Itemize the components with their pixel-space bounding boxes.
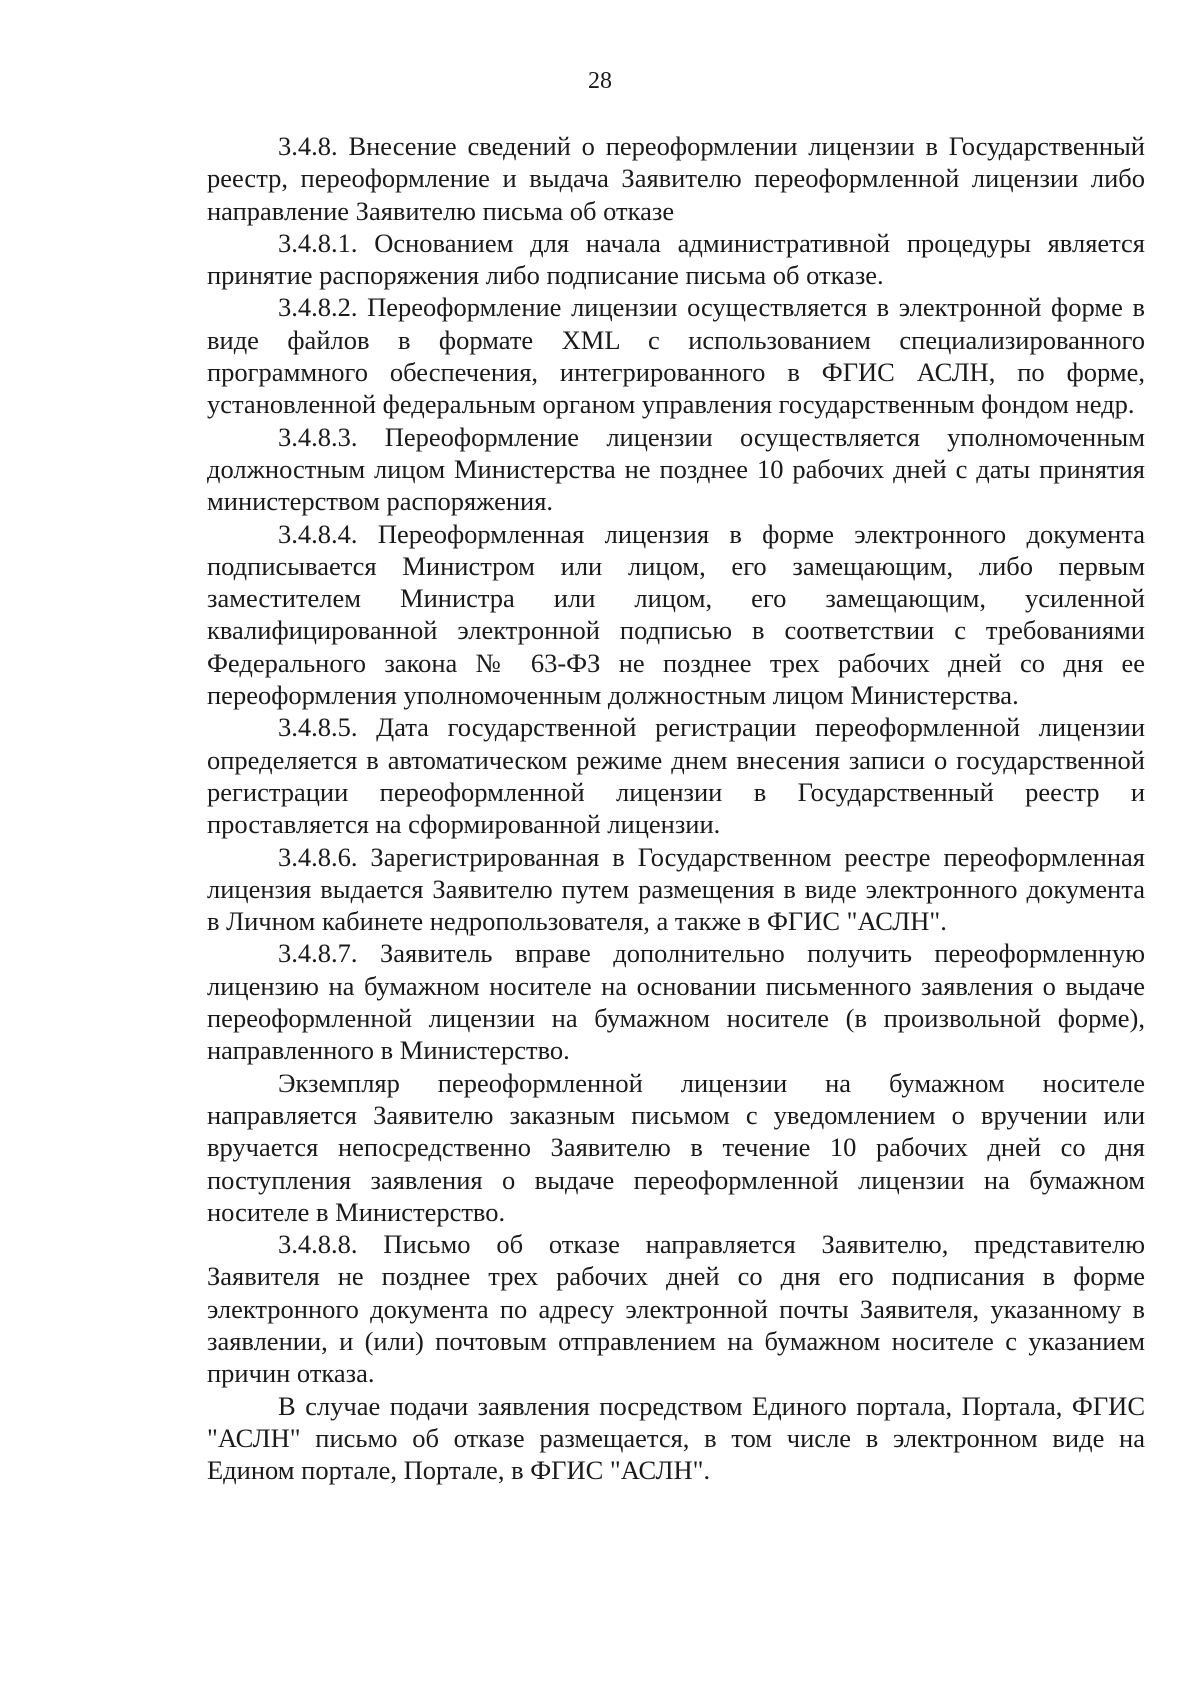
paragraph-3-4-8-7: 3.4.8.7. Заявитель вправе дополнительно получить переоформленную лицензию на бумажном носителе на основании письменного заявления о выдаче переоформленной лицензии на бумажном носителе (в произвольной форме), направленного в Министерство. xyxy=(207,938,1145,1066)
paragraph-3-4-8: 3.4.8. Внесение сведений о переоформлении лицензии в Государственный реестр, переоформление и выдача Заявителю переоформленной лицензии либо направление Заявителю письма об отказе xyxy=(207,131,1145,226)
paragraph-paper-copy: Экземпляр переоформленной лицензии на бумажном носителе направляется Заявителю заказным письмом с уведомлением о вручении или вручается непосредственно Заявителю в течение 10 рабочих дней со дня поступления заявления о выдаче переоформленной лицензии на бумажном носителе в Министерство. xyxy=(207,1067,1145,1227)
paragraph-3-4-8-8: 3.4.8.8. Письмо об отказе направляется Заявителю, представителю Заявителя не позднее трех рабочих дней со дня его подписания в форме электронного документа по адресу электронной почты Заявителя, указанному в заявлении, и (или) почтовым отправлением на бумажном носителе с указанием причин отказа. xyxy=(207,1229,1145,1389)
paragraph-portal-refusal: В случае подачи заявления посредством Единого портала, Портала, ФГИС "АСЛН" письмо об отказе размещается, в том числе в электронном виде на Едином портале, Портале, в ФГИС "АСЛН". xyxy=(207,1390,1145,1486)
paragraph-3-4-8-3: 3.4.8.3. Переоформление лицензии осуществляется уполномоченным должностным лицом Министерства не позднее 10 рабочих дней с даты принятия министерством распоряжения. xyxy=(207,421,1145,517)
paragraph-3-4-8-5: 3.4.8.5. Дата государственной регистрации переоформленной лицензии определяется в автоматическом режиме днем внесения записи о государственной регистрации переоформленной лицензии в Государственный реестр и проставляется на сформированной лицензии. xyxy=(207,712,1145,840)
paragraph-3-4-8-6: 3.4.8.6. Зарегистрированная в Государственном реестре переоформленная лицензия выдается Заявителю путем размещения в виде электронного документа в Личном кабинете недропользователя, а также в ФГИС "АСЛН". xyxy=(207,841,1145,937)
document-body xyxy=(207,130,1145,1486)
paragraph-3-4-8-2: 3.4.8.2. Переоформление лицензии осуществляется в электронной форме в виде файлов в формате XML с использованием специализированного программного обеспечения, интегрированного в ФГИС АСЛН, по форме, установленной федеральным органом управления государственным фондом недр. xyxy=(207,292,1145,420)
page-number: 28 xyxy=(588,68,612,94)
paragraph-3-4-8-4: 3.4.8.4. Переоформленная лицензия в форме электронного документа подписывается Министром или лицом, его замещающим, либо первым заместителем Министра или лицом, его замещающим, усиленной квалифицированной электронной подписью в соответствии с требованиями Федерального закона № 63-ФЗ не позднее трех рабочих дней со дня ее переоформления уполномоченным должностным лицом Министерства. xyxy=(207,518,1145,711)
paragraph-3-4-8-1: 3.4.8.1. Основанием для начала административной процедуры является принятие распоряжения либо подписание письма об отказе. xyxy=(207,227,1145,291)
